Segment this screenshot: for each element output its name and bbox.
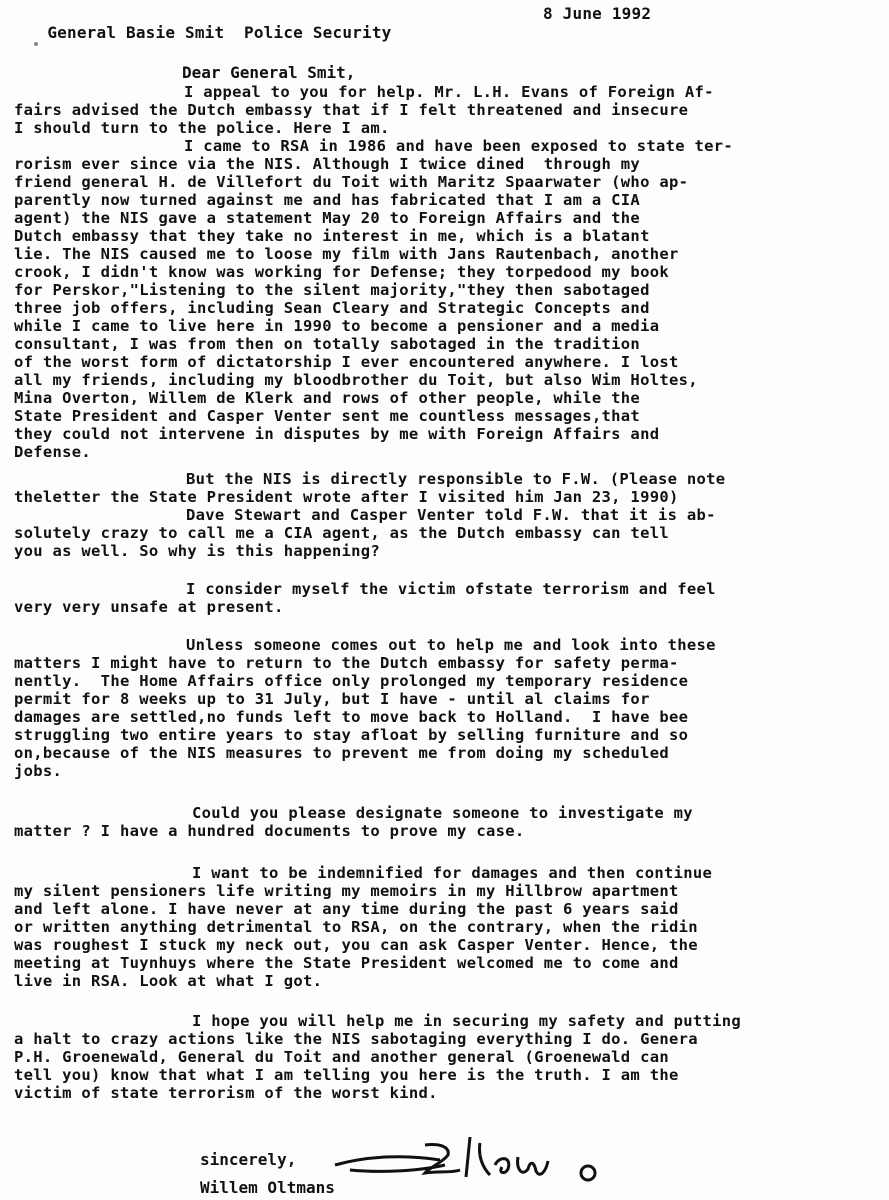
- body-line: of the worst form of dictatorship I ever encountered anywhere. I lost: [14, 353, 679, 371]
- body-line: agent) the NIS gave a statement May 20 to Foreign Affairs and the: [14, 209, 641, 227]
- body-line: Dutch embassy that they take no interest in me, which is a blatant: [14, 227, 650, 245]
- body-line: crook, I didn't know was working for Defense; they torpedood my book: [14, 263, 669, 281]
- body-line: jobs.: [14, 762, 63, 780]
- body-line: lie. The NIS caused me to loose my film with Jans Rautenbach, another: [14, 245, 679, 263]
- body-line: victim of state terrorism of the worst kind.: [14, 1084, 438, 1102]
- body-line: Could you please designate someone to investigate my: [192, 804, 693, 822]
- body-line: meeting at Tuynhuys where the State President welcomed me to come and: [14, 954, 679, 972]
- body-line: struggling two entire years to stay afloat by selling furniture and so: [14, 726, 689, 744]
- body-line: permit for 8 weeks up to 31 July, but I have - until al claims for: [14, 690, 650, 708]
- body-line: I hope you will help me in securing my safety and putting: [192, 1012, 742, 1030]
- body-line: or written anything detrimental to RSA, on the contrary, when the ridin: [14, 918, 698, 936]
- body-line: all my friends, including my bloodbrother du Toit, but also Wim Holtes,: [14, 371, 698, 389]
- body-line: three job offers, including Sean Cleary and Strategic Concepts and: [14, 299, 650, 317]
- body-line: my silent pensioners life writing my memoirs in my Hillbrow apartment: [14, 882, 679, 900]
- body-line: on,because of the NIS measures to prevent me from doing my scheduled: [14, 744, 669, 762]
- body-line: I consider myself the victim ofstate terrorism and feel: [186, 580, 716, 598]
- addressee-line: General Basie Smit Police Security: [47, 23, 392, 42]
- handwritten-signature: [330, 1125, 630, 1195]
- body-line: very very unsafe at present.: [14, 598, 284, 616]
- body-line: friend general H. de Villefort du Toit with Maritz Spaarwater (who ap-: [14, 173, 689, 191]
- body-line: consultant, I was from then on totally sabotaged in the tradition: [14, 335, 641, 353]
- body-line: I appeal to you for help. Mr. L.H. Evans of Foreign Af-: [184, 83, 714, 101]
- body-line: tell you) know that what I am telling you here is the truth. I am the: [14, 1066, 679, 1084]
- body-line: P.H. Groenewald, General du Toit and another general (Groenewald can: [14, 1048, 669, 1066]
- body-line: fairs advised the Dutch embassy that if I felt threatened and insecure: [14, 101, 689, 119]
- body-line: was roughest I stuck my neck out, you can ask Casper Venter. Hence, the: [14, 936, 698, 954]
- body-line: I came to RSA in 1986 and have been exposed to state ter-: [184, 137, 734, 155]
- body-line: Dave Stewart and Casper Venter told F.W. that it is ab-: [186, 506, 716, 524]
- letter-date: 8 June 1992: [543, 4, 652, 23]
- signer-name: Willem Oltmans: [200, 1178, 335, 1197]
- body-line: a halt to crazy actions like the NIS sabotaging everything I do. Genera: [14, 1030, 698, 1048]
- body-line: Unless someone comes out to help me and look into these: [186, 636, 716, 654]
- body-line: and left alone. I have never at any time during the past 6 years said: [14, 900, 679, 918]
- body-line: while I came to live here in 1990 to become a pensioner and a media: [14, 317, 660, 335]
- salutation: Dear General Smit,: [182, 63, 356, 82]
- body-line: I want to be indemnified for damages and then continue: [192, 864, 713, 882]
- body-line: rorism ever since via the NIS. Although I twice dined through my: [14, 155, 641, 173]
- closing-line: sincerely,: [200, 1150, 297, 1169]
- body-line: State President and Casper Venter sent me countless messages,that: [14, 407, 641, 425]
- body-line: Defense.: [14, 443, 92, 461]
- body-line: nently. The Home Affairs office only prolonged my temporary residence: [14, 672, 689, 690]
- body-line: for Perskor,"Listening to the silent majority,"they then sabotaged: [14, 281, 650, 299]
- body-line: But the NIS is directly responsible to F.W. (Please note: [186, 470, 726, 488]
- body-line: theletter the State President wrote after I visited him Jan 23, 1990): [14, 488, 679, 506]
- body-line: I should turn to the police. Here I am.: [14, 119, 390, 137]
- body-line: they could not intervene in disputes by me with Foreign Affairs and: [14, 425, 660, 443]
- body-line: you as well. So why is this happening?: [14, 542, 381, 560]
- body-line: matters I might have to return to the Dutch embassy for safety perma-: [14, 654, 679, 672]
- body-line: solutely crazy to call me a CIA agent, as the Dutch embassy can tell: [14, 524, 669, 542]
- body-line: parently now turned against me and has fabricated that I am a CIA: [14, 191, 641, 209]
- body-line: damages are settled,no funds left to move back to Holland. I have bee: [14, 708, 689, 726]
- body-line: Mina Overton, Willem de Klerk and rows of other people, while the: [14, 389, 641, 407]
- body-line: matter ? I have a hundred documents to prove my case.: [14, 822, 525, 840]
- body-line: live in RSA. Look at what I got.: [14, 972, 323, 990]
